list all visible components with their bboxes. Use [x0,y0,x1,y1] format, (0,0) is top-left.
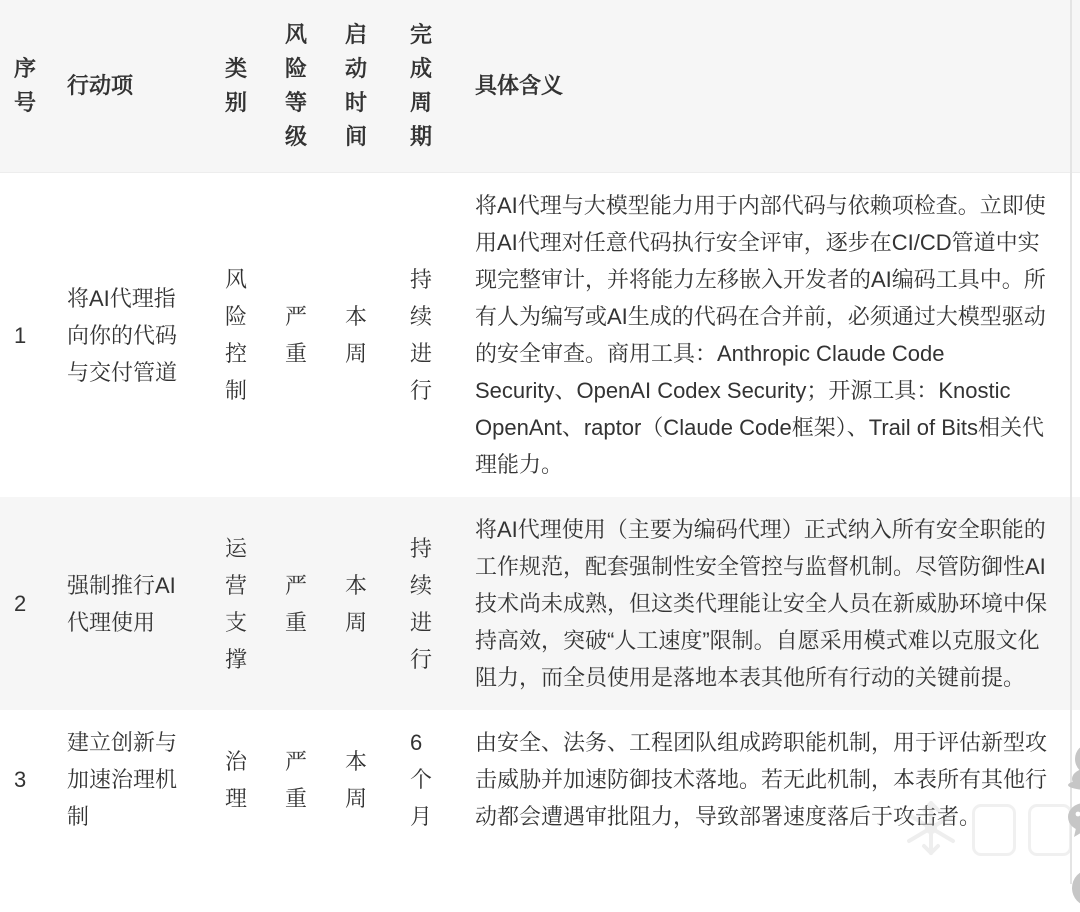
cell-meaning: 由安全、法务、工程团队组成跨职能机制，用于评估新型攻击威胁并加速防御技术落地。若无此机制，本表所有其他行动都会遭遇审批阻力，导致部署速度落后于攻击者。 [475,730,1048,829]
share-icon-partial[interactable] [1066,862,1080,912]
cell-meaning: 将AI代理与大模型能力用于内部代码与依赖项检查。立即使用AI代理对任意代码执行安全评审，逐步在CI/CD管道中实现完整审计，并将能力左移嵌入开发者的AI编码工具中。所有人为编写或AI生成的代码在合并前，必须通过大模型驱动的安全审查。商用工具：Anthropic Claude Code Security、OpenAI Codex Security；开源工具：Knostic OpenAnt、raptor（Claude Code框架）、Trail of Bits相关代理能力。 [475,193,1046,477]
column-header-action: 行动项 [53,0,211,173]
cell-action: 将AI代理指向你的代码与交付管道 [67,285,178,385]
table-row [0,497,1080,710]
cell-risk: 严重 [285,572,308,635]
table-header-row [0,0,1080,173]
cell-category: 治理 [225,748,248,811]
qq-share-icon[interactable] [1066,741,1080,791]
wechat-share-icon[interactable] [1066,798,1080,848]
cell-category: 运营支撑 [225,535,248,672]
cell-start: 本周 [345,572,368,635]
cell-meaning: 将AI代理使用（主要为编码代理）正式纳入所有安全职能的工作规范，配套强制性安全管控与监督机制。尽管防御性AI技术尚未成熟，但这类代理能让安全人员在新威胁环境中保持高效，突破“人工速度”限制。自愿采用模式难以克服文化阻力，而全员使用是落地本表其他所有行动的关键前提。 [475,517,1048,690]
column-header-meaning: 具体含义 [456,0,1080,173]
cell-risk: 严重 [285,748,308,811]
cell-cycle: 持续进行 [410,535,433,672]
column-header-cycle: 完成周期 [391,0,456,173]
column-header-risk: 风险等级 [271,0,331,173]
cell-category: 风险控制 [225,267,248,403]
cell-index: 3 [14,767,27,792]
column-header-category: 类别 [211,0,271,173]
cell-cycle: 6个月 [410,730,433,829]
cell-cycle: 持续进行 [410,267,433,403]
cell-index: 2 [14,591,27,616]
table-row [0,173,1080,498]
table-row [0,710,1080,849]
cell-start: 本周 [345,304,368,366]
column-header-start: 启动时间 [331,0,391,173]
column-header-index: 序号 [0,0,53,173]
cell-action: 建立创新与加速治理机制 [67,730,178,829]
cell-start: 本周 [345,748,368,811]
cell-action: 强制推行AI代理使用 [67,572,176,635]
cell-risk: 严重 [285,304,308,366]
cell-index: 1 [14,322,27,348]
